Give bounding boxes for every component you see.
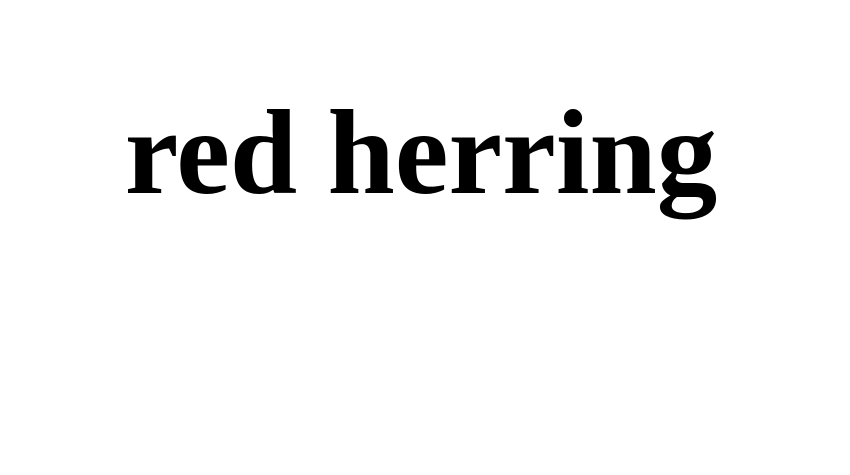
phrase-text: red herring: [124, 86, 718, 220]
